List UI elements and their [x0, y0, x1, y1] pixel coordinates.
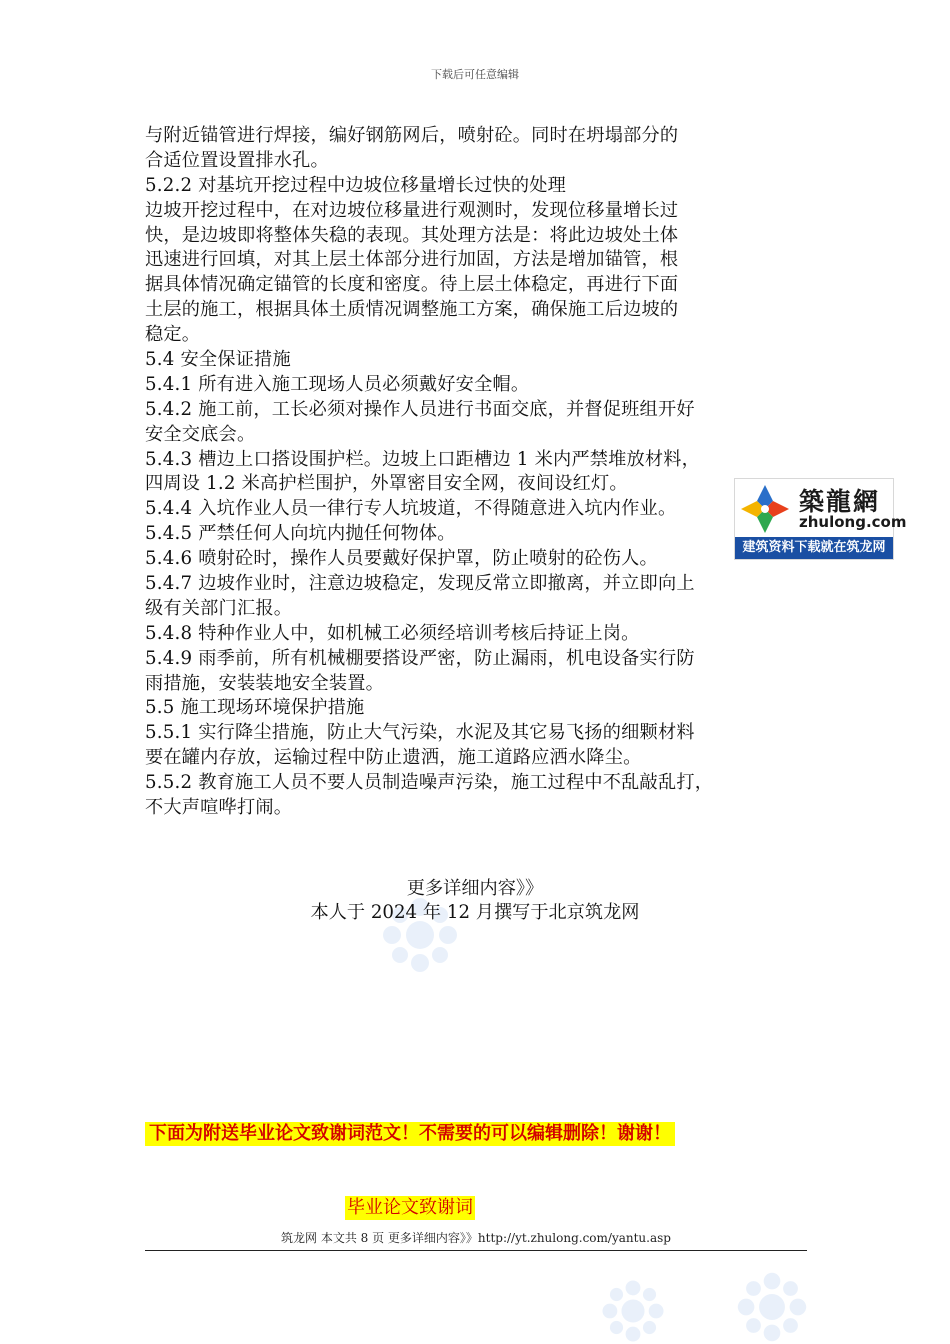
logo-chinese-name: 築龍網 [799, 487, 881, 516]
body-line: 5.4.9 雨季前，所有机械棚要搭设严密，防止漏雨，机电设备实行防 [145, 647, 695, 669]
body-line: 与附近锚管进行焊接，编好钢筋网后，喷射砼。同时在坍塌部分的 [145, 125, 679, 146]
author-line: 本人于 2024 年 12 月撰写于北京筑龙网 [310, 902, 640, 923]
body-line: 安全交底会。 [145, 423, 256, 445]
watermark-snowflake-icon [598, 1278, 668, 1344]
body-line: 据具体情况确定锚管的长度和密度。待上层土体稳定，再进行下面 [145, 274, 679, 296]
body-line: 稳定。 [145, 324, 201, 346]
body-line: 5.4.2 施工前，工长必须对操作人员进行书面交底，并督促班组开好 [145, 398, 695, 420]
body-line: 5.5 施工现场环境保护措施 [145, 697, 365, 719]
body-line: 5.5.2 教育施工人员不要人员制造噪声污染，施工过程中不乱敲乱打， [145, 772, 714, 794]
body-line: 5.4.7 边坡作业时，注意边坡稳定，发现反常立即撤离，并立即向上 [145, 573, 695, 595]
body-line: 雨措施，安装装地安全装置。 [145, 672, 385, 694]
body-line: 土层的施工，根据具体土质情况调整施工方案，确保施工后边坡的 [145, 299, 679, 321]
body-line: 5.4.3 槽边上口搭设围护栏。边坡上口距槽边 1 米内严禁堆放材料， [145, 448, 701, 470]
watermark-snowflake-icon [735, 1270, 809, 1344]
body-line: 迅速进行回填，对其上层土体部分进行加固，方法是增加锚管，根 [145, 249, 679, 271]
body-line: 合适位置设置排水孔。 [145, 149, 329, 171]
zhulong-pinwheel-icon [739, 483, 791, 535]
body-line: 5.4.6 喷射砼时，操作人员要戴好保护罩，防止喷射的砼伤人。 [145, 548, 658, 570]
body-line: 快，是边坡即将整体失稳的表现。其处理方法是：将此边坡处土体 [145, 224, 679, 246]
body-line: 边坡开挖过程中，在对边坡位移量进行观测时，发现位移量增长过 [145, 199, 679, 221]
more-details-link[interactable]: 更多详细内容》》 [406, 878, 544, 899]
page-footer: 筑龙网 本文共 8 页 更多详细内容》》http://yt.zhulong.com/yantu.asp [145, 1229, 807, 1251]
body-line: 5.5.1 实行降尘措施，防止大气污染，水泥及其它易飞扬的细颗材料 [145, 722, 695, 744]
body-line: 5.4.8 特种作业人中，如机械工必须经培训考核后持证上岗。 [145, 622, 640, 644]
body-line: 不大声喧哗打闹。 [145, 797, 293, 819]
document-body [145, 124, 820, 821]
zhulong-logo[interactable] [735, 479, 907, 559]
acknowledgement-title: 毕业论文致谢词 [347, 1197, 473, 1218]
body-line: 四周设 1.2 米高护栏围护，外罩密目安全网，夜间设红灯。 [145, 473, 628, 495]
body-line: 5.2.2 对基坑开挖过程中边坡位移量增长过快的处理 [145, 174, 567, 196]
logo-domain: zhulong.com [799, 513, 907, 531]
body-line: 5.4.4 入坑作业人员一律行专人坑坡道，不得随意进入坑内作业。 [145, 498, 677, 520]
attached-notice: 下面为附送毕业论文致谢词范文！不需要的可以编辑删除！谢谢！ [145, 1122, 675, 1146]
page-header: 下载后可任意编辑 [431, 68, 519, 81]
body-line: 5.4 安全保证措施 [145, 349, 291, 371]
body-line: 级有关部门汇报。 [145, 597, 293, 619]
body-line: 5.4.5 严禁任何人向坑内抛任何物体。 [145, 523, 456, 545]
body-line: 要在罐内存放，运输过程中防止遗洒，施工道路应洒水降尘。 [145, 747, 642, 769]
logo-slogan: 建筑资料下载就在筑龙网 [735, 537, 893, 559]
body-line: 5.4.1 所有进入施工现场人员必须戴好安全帽。 [145, 373, 530, 395]
